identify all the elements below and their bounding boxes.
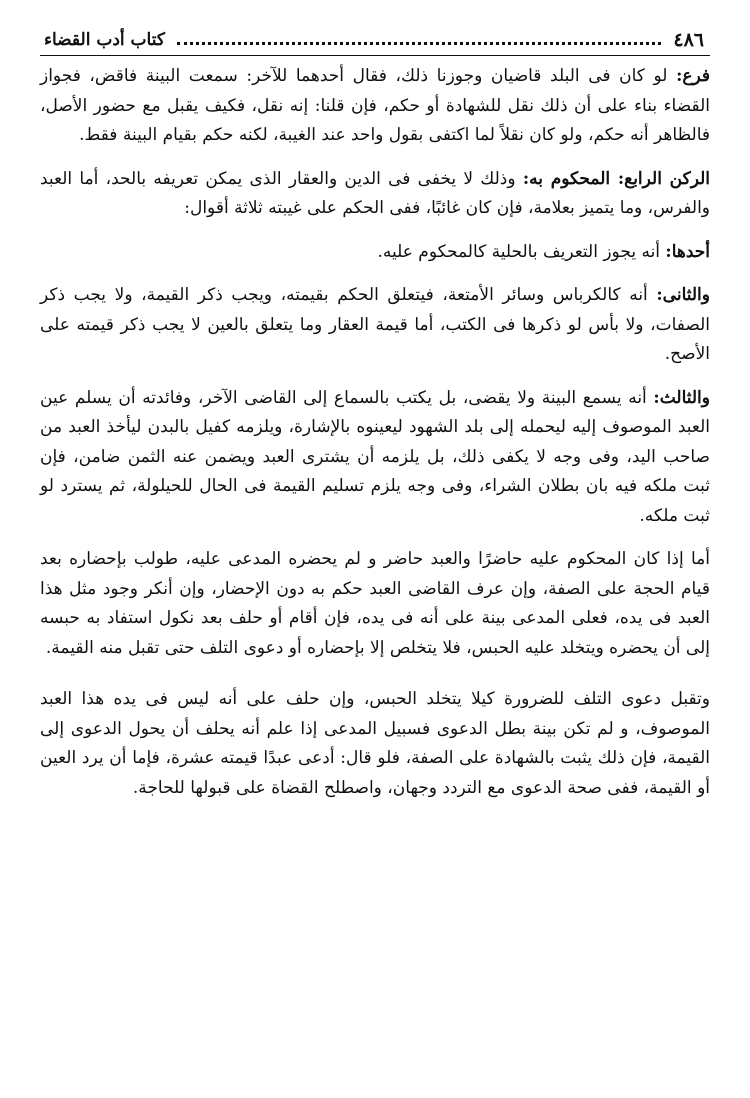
paragraph-lead: والثالث: — [653, 387, 710, 408]
paragraph-lead: فرع: — [676, 66, 710, 86]
paragraph-lead: والثانى: — [656, 285, 710, 305]
paragraph-far — [40, 62, 710, 151]
paragraph-claim-of-loss — [40, 685, 710, 803]
running-header — [40, 28, 710, 52]
paragraph-third-opinion — [40, 384, 710, 532]
paragraph-lead: أحدها: — [665, 241, 710, 262]
paragraph-rukn — [40, 165, 710, 224]
paragraph-text: أما إذا كان المحكوم عليه حاضرًا والعبد حاضر و لم يحضره المدعى عليه، طولب بإحضاره بعد قيام الحجة على الصفة، وإن عرف القاضى العبد حكم به دون الإحضار، وإن أنكر وجود مثل هذا العبد فى يده، فعلى المدعى بينة على أنه فى يده، فإن أقام أو حلف بعد نكول استفاد به حبسه إلى أن يحضره ويتخلد عليه الحبس، فلا يتخلص إلا بإحضاره أو دعوى التلف حتى تقبل منه القيمة. — [40, 549, 710, 658]
paragraph-lead: الركن الرابع: المحكوم به: — [522, 168, 711, 189]
page — [40, 28, 710, 1078]
paragraph-text: أنه يجوز التعريف بالحلية كالمحكوم عليه. — [377, 241, 666, 262]
paragraph-text: أنه يسمع البينة ولا يقضى، بل يكتب بالسماع إلى القاضى الآخر، وفائدته أن يسلم عين العبد الموصوف إليه ليحمله إلى بلد الشهود ليعينوه بالإشارة، ويلزمه كفيل بالبدن ليأخذ العبد من صاحب اليد، وفى وجه لا يكفى ذلك، بل يلزمه أن يشترى العبد ويضمن عنه الثمن ضامن، فإن ثبت ملكه فيه بان بطلان الشراء، وفى وجه يلزم تسليم القيمة فى الحال للحيلولة، ثم يسترد لو ثبت ملكه. — [40, 387, 710, 526]
paragraph-present-defendant — [40, 545, 710, 663]
paragraph-text: وتقبل دعوى التلف للضرورة كيلا يتخلد الحبس، وإن حلف على أنه ليس فى يده هذا العبد الموصوف، و لم تكن بينة بطل الدعوى فسبيل المدعى إذا علم أنه يحلف أن يحول الدعوى إلى القيمة، فإن ذلك يثبت بالشهادة على الصفة، فلو قال: أدعى عبدًا قيمته عشرة، فإما أن يرد العين أو القيمة، ففى صحة الدعوى مع التردد وجهان، واصطلح القضاة على قبولها للحاجة. — [40, 689, 710, 798]
page-number: ٤٨٦ — [673, 29, 704, 51]
paragraph-text: لو كان فى البلد قاضيان وجوزنا ذلك، فقال أحدهما للآخر: سمعت البينة فاقض، فجواز القضاء بناء على أن ذلك نقل للشهادة أو حكم، فإن قلنا: إنه نقل، فكيف يقبل مع حضور الأصل، فالظاهر أنه حكم، ولو كان نقلاً لما اكتفى بقول واحد عند الغيبة، لكنه حكم بقيام البينة فقط. — [40, 66, 710, 145]
header-dot-leader — [177, 42, 661, 45]
paragraph-second-opinion — [40, 281, 710, 370]
paragraph-text: أنه كالكرباس وسائر الأمتعة، فيتعلق الحكم بقيمته، ويجب ذكر القيمة، ولا يجب ذكر الصفات، ولا بأس لو ذكرها فى الكتب، أما قيمة العقار وما يتعلق بالعين لا يجب ذكر قيمته على الأصح. — [40, 285, 710, 364]
header-rule — [40, 55, 710, 56]
paragraph-text: وذلك لا يخفى فى الدين والعقار الذى يمكن تعريفه بالحد، أما العبد والفرس، وما يتميز بعلامة، فإن كان غائبًا، ففى الحكم على غيبته ثلاثة أقوال: — [40, 168, 710, 218]
book-title: كتاب أدب القضاء — [44, 30, 165, 50]
paragraph-first-opinion — [40, 238, 710, 268]
